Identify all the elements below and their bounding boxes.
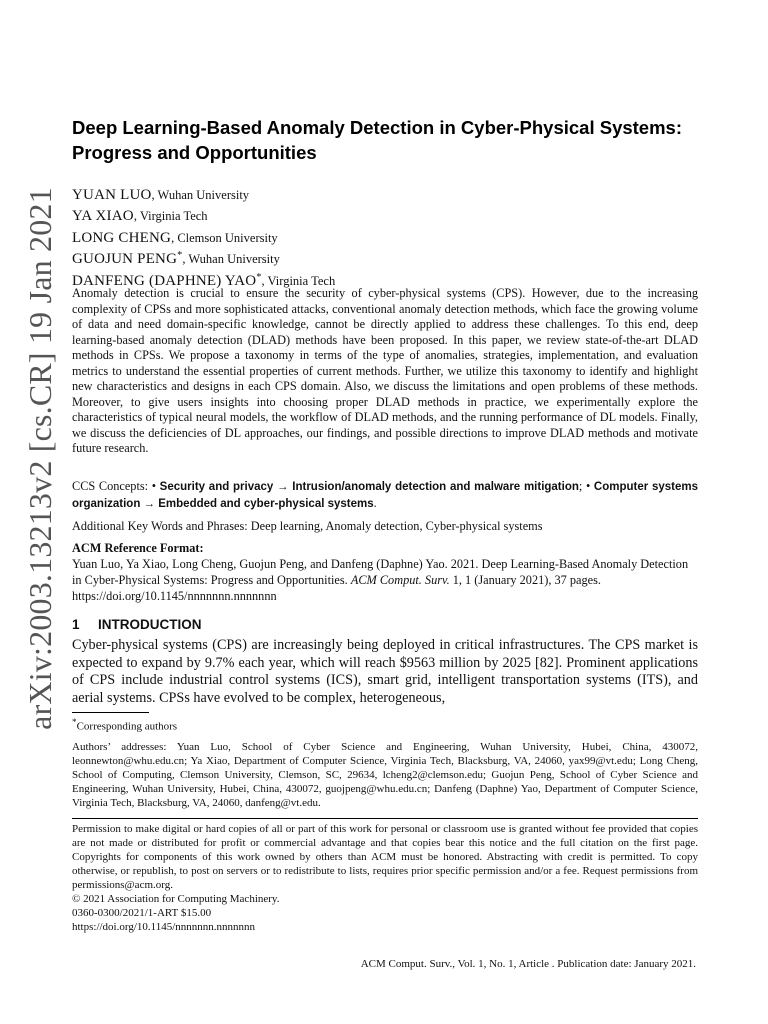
author-row: DANFENG (DAPHNE) YAO*, Virginia Tech — [72, 271, 336, 289]
keywords: Additional Key Words and Phrases: Deep learning, Anomaly detection, Cyber-physical systems — [72, 519, 543, 533]
section-number: 1 — [72, 617, 80, 632]
acm-reference: Yuan Luo, Ya Xiao, Long Cheng, Guojun Peng, and Danfeng (Daphne) Yao. 2021. Deep Learning-Based Anomaly Detection in Cyber-Physical Systems: Progress and Opportunities. ACM Comput. Surv. 1, 1 (January 2021), 37 pages. https://doi.org/10.1145/nnnnnnn.nnnnnnn — [72, 557, 689, 603]
author-list — [72, 183, 698, 290]
author-name: DANFENG (DAPHNE) YAO — [72, 272, 257, 289]
author-row: GUOJUN PENG*, Wuhan University — [72, 250, 280, 268]
author-mark: * — [256, 271, 262, 283]
author-mark: * — [177, 250, 183, 262]
ccs-concept: Security and privacy → Intrusion/anomaly detection and malware mitigation — [159, 481, 579, 493]
permission-text: Permission to make digital or hard copies of all or part of this work for personal or classroom use is granted without fee provided that copies are not made or distributed for profit or commercial advantage and that copies bear this notice and the full citation on the first page. Copyrights for components of this work owned by others than ACM must be honored. Abstracting with credit is permitted. To copy otherwise, or republish, to post on servers or to redistribute to lists, requires prior specific permission and/or a fee. Request permissions from permissions@acm.org. — [72, 823, 698, 891]
section-title: INTRODUCTION — [98, 617, 202, 632]
permission-block — [72, 822, 698, 934]
author-name: LONG CHENG — [72, 230, 172, 247]
author-affiliation: Virginia Tech — [267, 273, 336, 288]
arxiv-sidebar — [6, 186, 74, 730]
section-heading — [72, 616, 698, 634]
author-addresses: Authors’ addresses: Yuan Luo, School of Cyber Science and Engineering, Wuhan University, Hubei, China, 430072, leonnewton@whu.edu.cn; Ya Xiao, Department of Computer Science, Virginia Tech, Blacksburg, VA, 24060, yax99@vt.edu; Long Cheng, School of Computing, Clemson University, Clemson, SC, 29634, lcheng2@clemson.edu; Guojun Peng, School of Cyber Science and Engineering, Wuhan University, Hubei, China, 430072, guojpeng@whu.edu.cn; Danfeng (Daphne) Yao, Department of Computer Science, Virginia Tech, Blacksburg, VA, 24060, danfeng@vt.edu. — [72, 741, 698, 809]
author-affiliation: Clemson University — [177, 231, 278, 246]
footnote-rule — [72, 712, 149, 713]
issn-line: 0360-0300/2021/1-ART $15.00 — [72, 907, 212, 919]
abstract: Anomaly detection is crucial to ensure the security of cyber-physical systems (CPS). However, due to the increasing complexity of CPSs and more sophisticated attacks, conventional anomaly detection methods, which face the growing volume of data and need domain-specific knowledge, cannot be directly applied to address these challenges. To this end, deep learning-based anomaly detection (DLAD) methods have been proposed. In this paper, we review state-of-the-art DLAD methods in CPSs. We propose a taxonomy in terms of the type of anomalies, strategies, implementation, and evaluation metrics to understand the essential properties of current methods. Further, we utilize this taxonomy to identify and highlight new characteristics and designs in each CPS domain. Also, we discuss the limitations and open problems of these methods. Moreover, to give users insights into choosing proper DLAD methods in practice, we experimentally explore the characteristics of typical neural models, the workflow of DLAD methods, and the running performance of DL models. Finally, we discuss the deficiencies of DL approaches, our findings, and possible directions to improve DLAD methods and motivate future research. — [72, 286, 698, 455]
author-affiliation: Wuhan University — [188, 252, 280, 267]
ccs-concept: Computer systems organization → Embedded and cyber-physical systems — [72, 481, 698, 510]
doi-link[interactable]: https://doi.org/10.1145/nnnnnnn.nnnnnnn — [72, 921, 256, 933]
author-row: YA XIAO, Virginia Tech — [72, 208, 208, 225]
permission-rule — [72, 818, 698, 819]
journal-name: ACM Comput. Surv. — [350, 573, 450, 587]
footnote: *Corresponding authors — [72, 717, 178, 733]
author-affiliation: Wuhan University — [157, 188, 250, 203]
author-row: LONG CHENG, Clemson University — [72, 230, 278, 247]
intro-paragraph: Cyber-physical systems (CPS) are increasingly being deployed in critical infrastructures. The CPS market is expected to expand by 9.7% each year, which will reach $9563 million by 2025 [82]. Prominent applications of CPS include industrial control systems (ICS), smart grid, intelligent transportation systems (ITS), and aerial systems. CPSs have evolved to be complex, heterogeneous, — [72, 637, 698, 707]
arxiv-identifier: arXiv:2003.13213v2 [cs.CR] 19 Jan 2021 — [21, 186, 58, 730]
author-affiliation: Virginia Tech — [139, 209, 208, 224]
author-name: GUOJUN PENG — [72, 251, 178, 268]
page-footer: ACM Comput. Surv., Vol. 1, No. 1, Article . Publication date: January 2021. — [360, 958, 696, 970]
copyright-line: © 2021 Association for Computing Machinery. — [72, 893, 280, 905]
paper-title: Deep Learning-Based Anomaly Detection in Cyber-Physical Systems: Progress and Opportunities — [72, 117, 682, 163]
author-name: YUAN LUO — [72, 187, 152, 204]
author-row: YUAN LUO, Wuhan University — [72, 187, 250, 204]
author-name: YA XIAO — [72, 208, 134, 225]
footnote-mark: * — [72, 717, 77, 727]
ccs-concepts: CCS Concepts: • Security and privacy → Intrusion/anomaly detection and malware mitigation; • Computer systems organization → Embedded and cyber-physical systems. — [72, 479, 698, 510]
acm-reference-heading: ACM Reference Format: — [72, 541, 204, 555]
